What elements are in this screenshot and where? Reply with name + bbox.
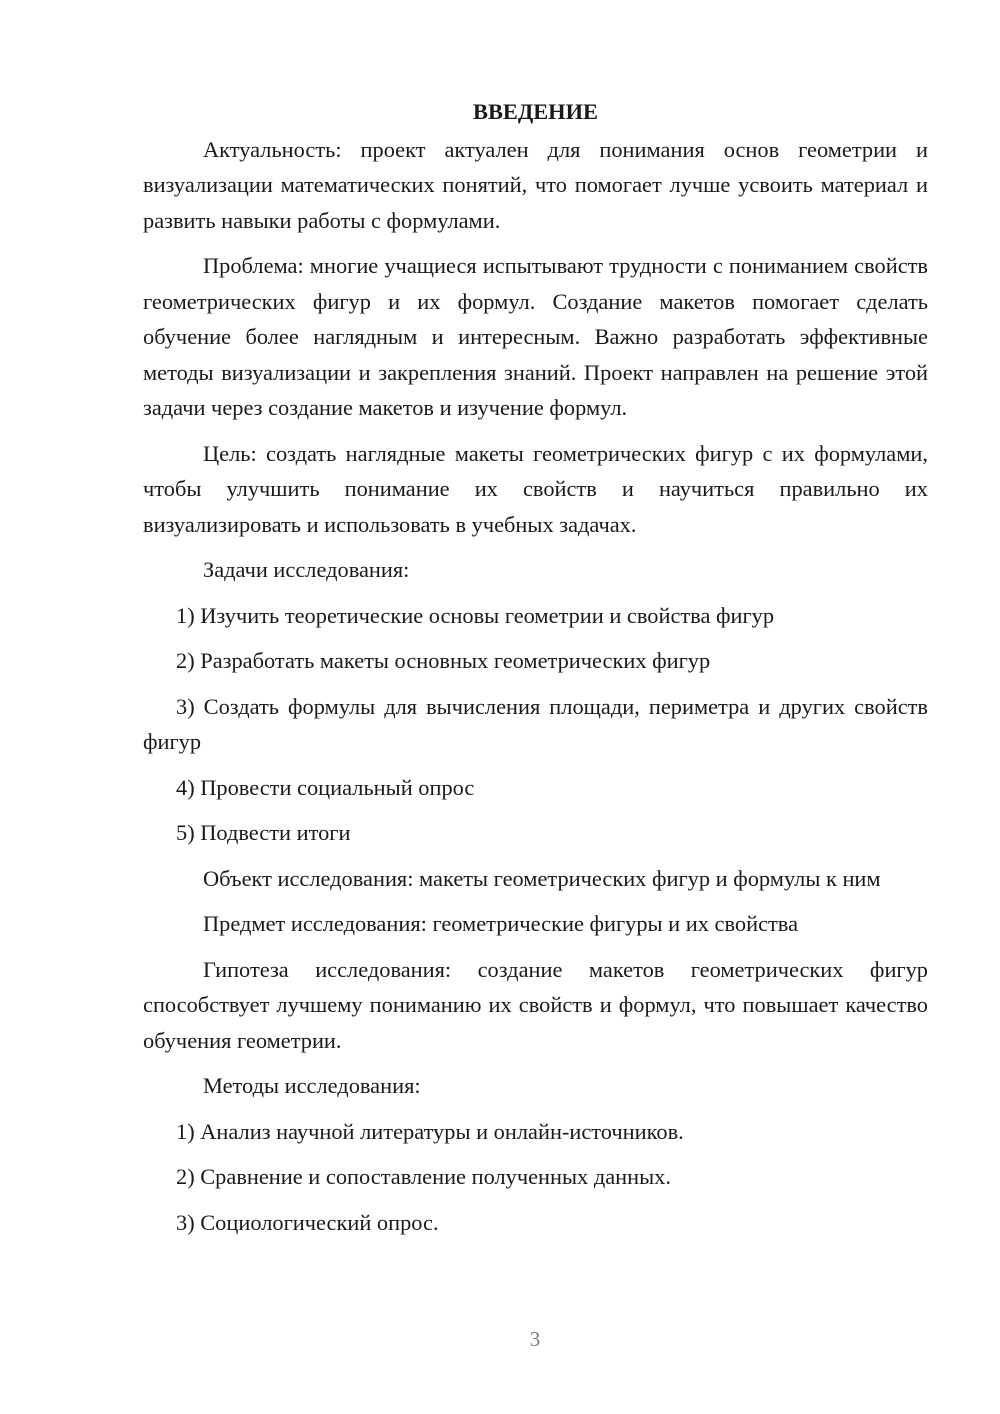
task-item: 3) Создать формулы для вычисления площади, периметра и других свойств фигур: [143, 693, 928, 754]
task-item: 1) Изучить теоретические основы геометрии и свойства фигур: [176, 602, 775, 628]
task-item: 4) Провести социальный опрос: [176, 774, 475, 800]
method-item: 2) Сравнение и сопоставление полученных данных.: [176, 1164, 671, 1189]
task-item: 5) Подвести итоги: [176, 820, 351, 845]
method-item: 1) Анализ научной литературы и онлайн-источников.: [176, 1118, 684, 1144]
tasks-heading: Задачи исследования:: [203, 557, 410, 582]
task-item: 2) Разработать макеты основных геометрических фигур: [176, 648, 711, 673]
goal-paragraph: Цель: создать наглядные макеты геометрических фигур с их формулами, чтобы улучшить понимание их свойств и научиться правильно их визуализировать и использовать в учебных задачах.: [143, 440, 928, 537]
method-item: 3) Социологический опрос.: [176, 1209, 439, 1235]
section-title: ВВЕДЕНИЕ: [473, 99, 598, 124]
problem-paragraph: Проблема: многие учащиеся испытывают трудности с пониманием свойств геометрических фигур и их формул. Создание макетов помогает сделать обучение более наглядным и интересным. Важно разработать эффективные методы визуализации и закрепления знаний. Проект направлен на решение этой задачи через создание макетов и изучение формул.: [143, 253, 928, 420]
subject-paragraph: Предмет исследования: геометрические фигуры и их свойства: [203, 911, 799, 936]
methods-heading: Методы исследования:: [203, 1073, 421, 1098]
relevance-paragraph: Актуальность: проект актуален для понимания основ геометрии и визуализации математических понятий, что помогает лучше усвоить материал и развить навыки работы с формулами.: [143, 136, 928, 233]
document-body: [143, 94, 928, 1250]
hypothesis-paragraph: Гипотеза исследования: создание макетов геометрических фигур способствует лучшему пониманию их свойств и формул, что повышает качество обучения геометрии.: [143, 956, 928, 1053]
object-paragraph: Объект исследования: макеты геометрических фигур и формулы к ним: [203, 865, 881, 891]
page-number: 3: [529, 1327, 541, 1351]
